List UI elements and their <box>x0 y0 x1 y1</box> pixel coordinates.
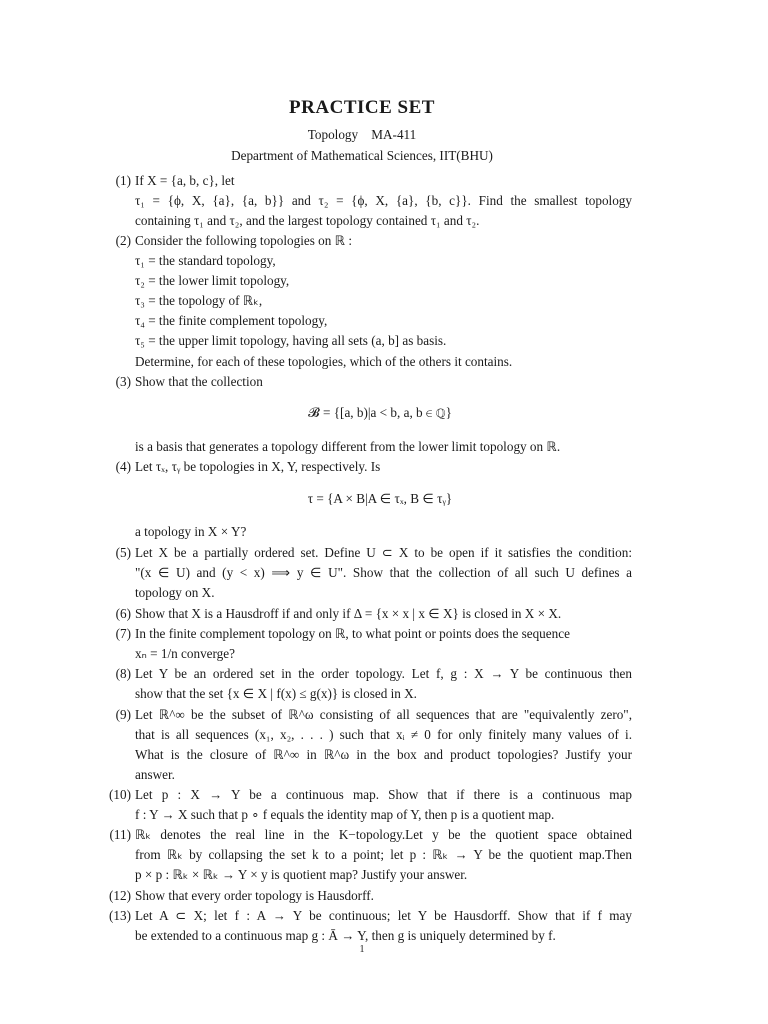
problem-text-line: τ₄ = the finite complement topology, <box>135 313 328 328</box>
problem-text-line: show that the set {x ∈ X | f(x) ≤ g(x)} is closed in X. <box>135 686 417 701</box>
problem-text-line: τ₁ = the standard topology, <box>135 253 276 268</box>
problem-text-line: Let X be a partially ordered set. Define U ⊂ X to be open if it satisfies the condition: <box>135 545 632 560</box>
problem-number: (4) <box>115 459 131 474</box>
problem-number: (7) <box>115 626 131 641</box>
problem-number: (5) <box>115 545 131 560</box>
problem-text-line: Consider the following topologies on ℝ : <box>135 233 353 248</box>
problem-text-line: Let ℝ^∞ be the subset of ℝ^ω consisting of all sequences that are "equivalently zero", <box>135 707 632 722</box>
page-title: PRACTICE SET <box>289 97 435 118</box>
problem-text-line: τ₁ = {ϕ, X, {a}, {a, b}} and τ₂ = {ϕ, X, {a}, {b, c}}. Find the smallest topology <box>135 193 632 208</box>
problem-text-line: Let Y be an ordered set in the order topology. Let f, g : X → Y be continuous then <box>135 666 632 681</box>
problem-text-line: "(x ∈ U) and (y < x) ⟹ y ∈ U". Show that the collection of all such U defines a <box>135 565 632 580</box>
problem-text-line: ℝₖ denotes the real line in the K−topology.Let y be the quotient space obtained <box>135 827 632 842</box>
problem-text-line: p × p : ℝₖ × ℝₖ → Y × y is quotient map? Justify your answer. <box>135 867 468 882</box>
problem-text-line: Let τₓ, τᵧ be topologies in X, Y, respectively. Is <box>135 459 381 474</box>
problem-text-line: τ₂ = the lower limit topology, <box>135 273 290 288</box>
problem-text-line: that is all sequences (x₁, x₂, . . . ) such that xᵢ ≠ 0 for only finitely many values of i. <box>135 727 632 742</box>
problem-text-line: If X = {a, b, c}, let <box>135 173 235 188</box>
problem-number: (12) <box>109 888 131 903</box>
problem-number: (6) <box>115 606 131 621</box>
problem-number: (13) <box>109 908 131 923</box>
problem-text-line: Let p : X → Y be a continuous map. Show that if there is a continuous map <box>135 787 632 802</box>
problem-number: (1) <box>115 173 131 188</box>
department-name: Department of Mathematical Sciences, IIT(BHU) <box>231 148 493 163</box>
problem-text-line: Show that the collection <box>135 374 263 389</box>
problem-number: (10) <box>109 787 131 802</box>
problem-text-line: Show that X is a Hausdroff if and only if Δ = {x × x | x ∈ X} is closed in X × X. <box>135 606 562 621</box>
problem-number: (2) <box>115 233 131 248</box>
problem-number: (9) <box>115 707 131 722</box>
problem-text-line: Let A ⊂ X; let f : A → Y be continuous; let Y be Hausdorff. Show that if f may <box>135 908 632 923</box>
problem-text-line: is a basis that generates a topology different from the lower limit topology on ℝ. <box>135 439 561 454</box>
problem-text-line: a topology in X × Y? <box>135 524 247 539</box>
problem-number: (8) <box>115 666 131 681</box>
problem-text-line: f : Y → X such that p ∘ f equals the identity map of Y, then p is a quotient map. <box>135 807 555 822</box>
problem-text-line: Determine, for each of these topologies, which of the others it contains. <box>135 354 513 369</box>
problem-text-line: xₙ = 1/n converge? <box>135 646 235 661</box>
problem-text-line: In the finite complement topology on ℝ, to what point or points does the sequence <box>135 626 570 641</box>
display-equation: 𝓑 = {[a, b)|a < b, a, b ∈ ℚ} <box>308 405 452 420</box>
display-equation: τ = {A × B|A ∈ τₓ, B ∈ τᵧ} <box>307 491 453 506</box>
page-number: 1 <box>359 944 365 955</box>
problem-text-line: containing τ₁ and τ₂, and the largest topology contained τ₁ and τ₂. <box>135 213 480 228</box>
course-code: Topology MA-411 <box>307 127 417 142</box>
problem-text-line: answer. <box>135 767 175 782</box>
problem-text-line: τ₃ = the topology of ℝₖ, <box>135 293 263 308</box>
problem-number: (3) <box>115 374 131 389</box>
problem-text-line: topology on X. <box>135 585 215 600</box>
problem-text-line: from ℝₖ by collapsing the set k to a point; let p : ℝₖ → Y be the quotient map.Then <box>135 847 632 862</box>
problem-text-line: be extended to a continuous map g : Ā → Y, then g is uniquely determined by f. <box>135 928 556 943</box>
problem-text-line: τ₅ = the upper limit topology, having all sets (a, b] as basis. <box>135 333 447 348</box>
problem-text-line: What is the closure of ℝ^∞ in ℝ^ω in the box and product topologies? Justify your <box>135 747 632 762</box>
problem-number: (11) <box>109 827 131 842</box>
problem-text-line: Show that every order topology is Hausdorff. <box>135 888 374 903</box>
